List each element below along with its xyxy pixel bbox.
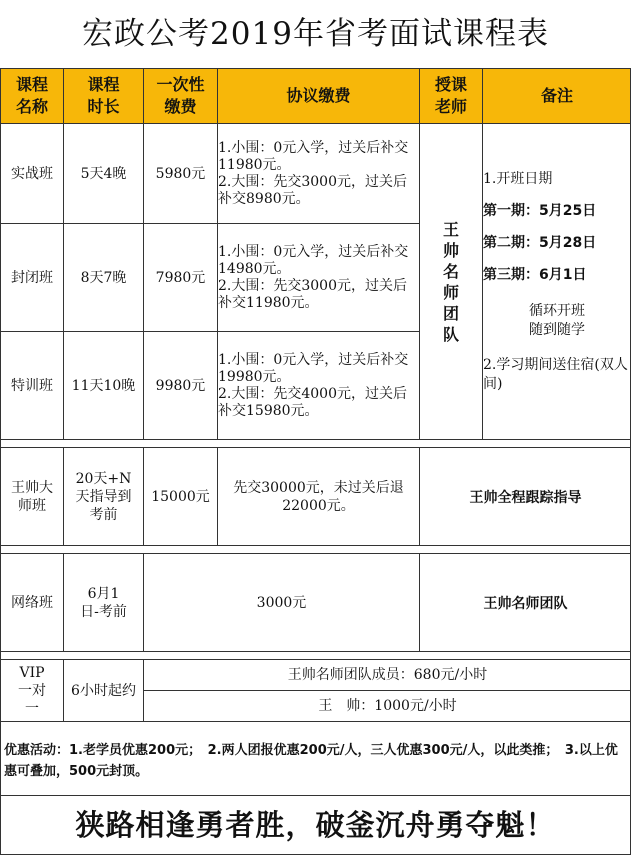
vip-row <box>1 660 631 691</box>
course-duration: 6小时起约 <box>64 660 144 722</box>
master-teacher: 王帅全程跟踪指导 <box>420 448 631 546</box>
fee-small: 1.小围：0元入学，过关后补交19980元。 <box>218 351 409 385</box>
fee-large: 2.大围：先交4000元，过关后补交15980元。 <box>218 385 407 419</box>
course-name: 王帅大师班 <box>1 448 64 546</box>
fee-small: 1.小围：0元入学，过关后补交11980元。 <box>218 139 409 173</box>
vip-rate-team: 王帅名师团队成员：680元/小时 <box>144 660 631 691</box>
course-name: 实战班 <box>1 124 64 224</box>
agreement-fee <box>218 332 420 440</box>
remark-cycle: 循环开班 <box>529 302 585 319</box>
header-row <box>1 69 631 124</box>
header-one-time-fee: 一次性缴费 <box>144 69 218 124</box>
course-duration: 11天10晚 <box>64 332 144 440</box>
online-class-row <box>1 554 631 652</box>
course-price: 15000元 <box>144 448 218 546</box>
row-gap <box>1 440 631 448</box>
master-class-row <box>1 448 631 546</box>
fee-large: 2.大围：先交3000元，过关后补交8980元。 <box>218 173 407 207</box>
course-price: 3000元 <box>144 554 420 652</box>
remark-walk-in: 随到随学 <box>529 321 585 338</box>
remarks-cell <box>483 124 631 440</box>
teacher-team: 王帅名师团队 <box>420 124 483 440</box>
vip-rate-master: 王 帅：1000元/小时 <box>144 691 631 722</box>
row-gap <box>1 546 631 554</box>
header-agreement-fee: 协议缴费 <box>218 69 420 124</box>
agreement-fee: 先交30000元，未过关后退22000元。 <box>218 448 420 546</box>
row-gap <box>1 652 631 660</box>
course-duration: 20天+N天指导到考前 <box>64 448 144 546</box>
course-price: 7980元 <box>144 224 218 332</box>
course-schedule-table <box>0 68 631 722</box>
course-duration: 5天4晚 <box>64 124 144 224</box>
course-duration: 8天7晚 <box>64 224 144 332</box>
course-price: 5980元 <box>144 124 218 224</box>
course-name: 封闭班 <box>1 224 64 332</box>
fee-large: 2.大围：先交3000元，过关后补交11980元。 <box>218 277 407 311</box>
course-name: 特训班 <box>1 332 64 440</box>
divider <box>0 795 631 796</box>
header-remarks: 备注 <box>483 69 631 124</box>
remark-period-2: 第二期：5月28日 <box>483 234 597 251</box>
fee-small: 1.小围：0元入学，过关后补交14980元。 <box>218 243 409 277</box>
remark-period-1: 第一期：5月25日 <box>483 202 597 219</box>
course-name: 网络班 <box>1 554 64 652</box>
remark-period-3: 第三期：6月1日 <box>483 266 587 283</box>
header-duration: 课程时长 <box>64 69 144 124</box>
course-duration: 6月1日-考前 <box>64 554 144 652</box>
agreement-fee <box>218 124 420 224</box>
promotion-text: 优惠活动：1.老学员优惠200元； 2.两人团报优惠200元/人，三人优惠300元/人，以此类推； 3.以上优惠可叠加，500元封顶。 <box>4 743 618 779</box>
motto: 狭路相逢勇者胜，破釜沉舟勇夺魁！ <box>75 808 556 842</box>
header-teacher: 授课老师 <box>420 69 483 124</box>
course-name: VIP一对一 <box>1 660 64 722</box>
remark-start-date: 1.开班日期 <box>483 170 553 187</box>
page-title: 宏政公考2019年省考面试课程表 <box>82 16 549 52</box>
table-row <box>1 124 631 224</box>
remark-dorm: 2.学习期间送住宿(双人间) <box>483 356 628 392</box>
online-teacher: 王帅名师团队 <box>420 554 631 652</box>
agreement-fee <box>218 224 420 332</box>
header-course-name: 课程名称 <box>1 69 64 124</box>
course-price: 9980元 <box>144 332 218 440</box>
